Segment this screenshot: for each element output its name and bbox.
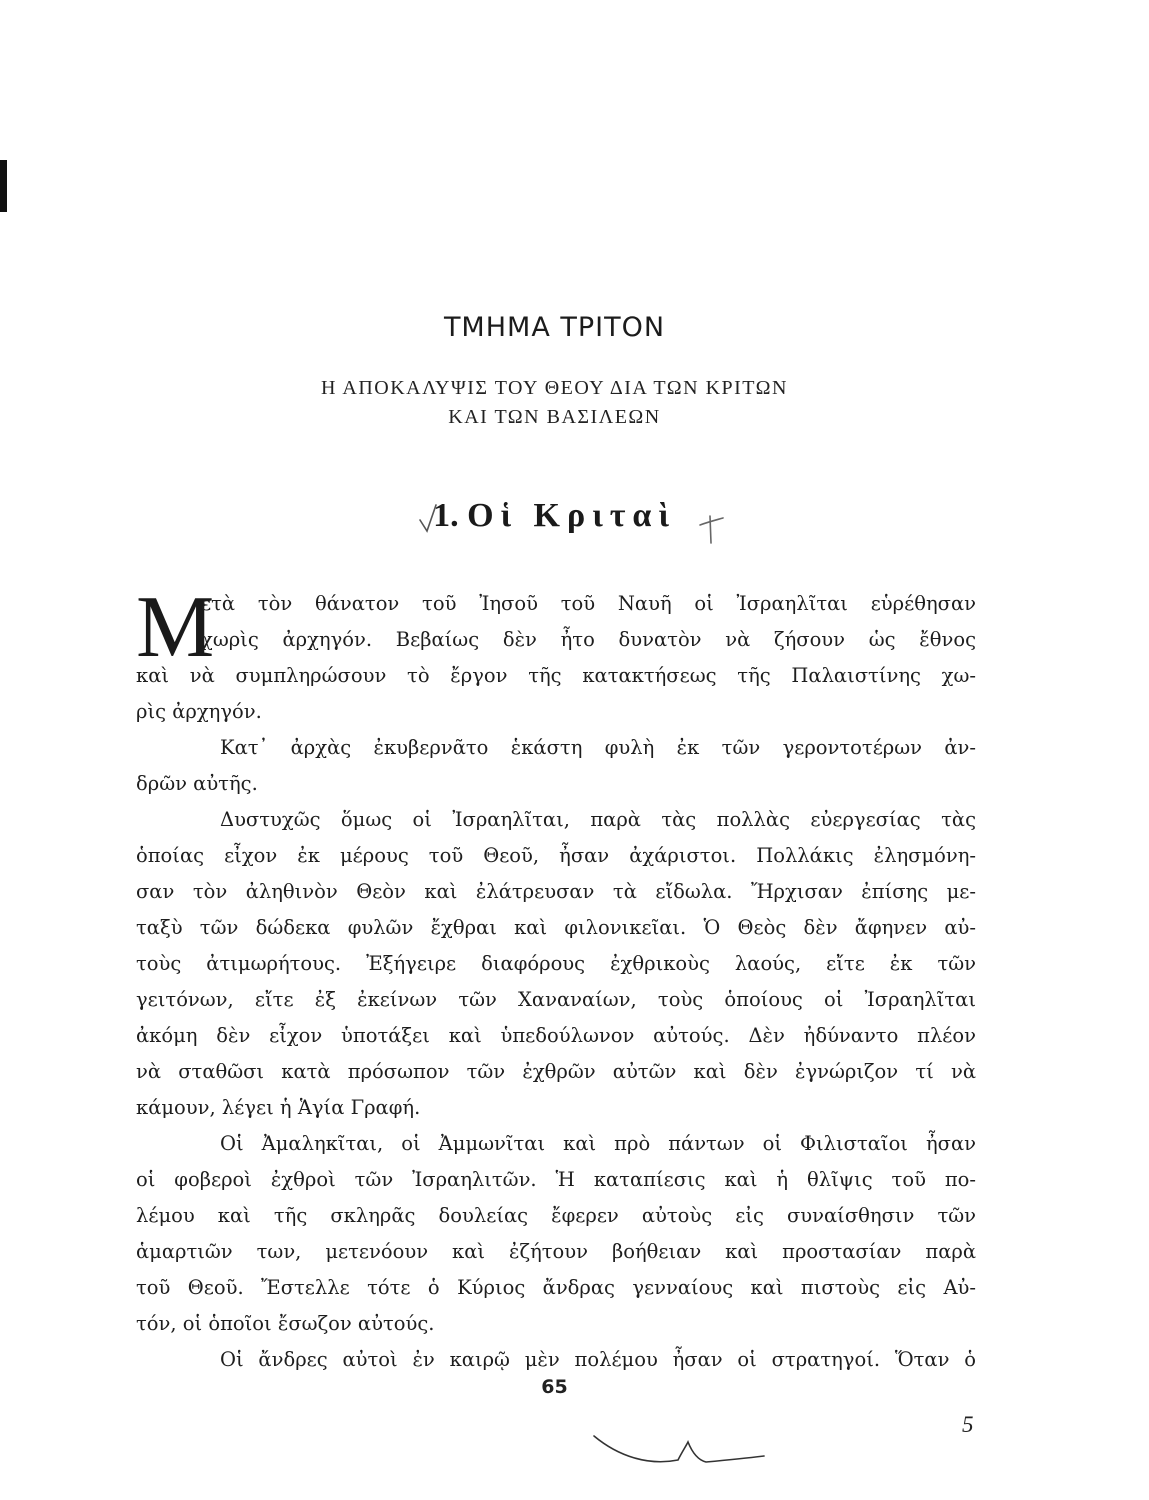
section-title: ΤΜΗΜΑ ΤΡΙΤΟΝ — [443, 312, 666, 343]
text-line: ρὶς ἀρχηγόν. — [136, 700, 262, 723]
page-number: 65 — [541, 1376, 568, 1398]
cross-mark-icon — [696, 510, 726, 546]
chapter-heading — [0, 497, 1109, 535]
text-line: κάμουν, λέγει ἡ Ἁγία Γραφή. — [136, 1096, 421, 1119]
body-text — [136, 579, 976, 1378]
subtitle-line-1: Η ΑΠΟΚΑΛΥΨΙΣ ΤΟΥ ΘΕΟΥ ΔΙΑ ΤΩΝ ΚΡΙΤΩΝ — [321, 377, 788, 399]
text-line: ὁποίας εἶχον ἐκ μέρους τοῦ Θεοῦ, ἦσαν ἀχάριστοι. Πολλάκις ἐλησμόνη- — [136, 844, 976, 867]
text-line: τόν, οἱ ὁποῖοι ἔσωζον αὐτούς. — [136, 1312, 435, 1335]
pen-stroke-mark — [588, 1430, 768, 1474]
text-line: Οἱ Ἀμαληκῖται, οἱ Ἀμμωνῖται καὶ πρὸ πάντων οἱ Φιλισταῖοι ἦσαν — [220, 1132, 976, 1155]
text-line: τοῦ Θεοῦ. Ἔστελλε τότε ὁ Κύριος ἄνδρας γενναίους καὶ πιστοὺς εἰς Αὐ- — [136, 1276, 976, 1299]
text-line: Κατ᾽ ἀρχὰς ἐκυβερνᾶτο ἑκάστη φυλὴ ἐκ τῶν γεροντοτέρων ἀν- — [220, 736, 976, 759]
chapter-title: Οἱ Κριταὶ — [467, 497, 676, 534]
text-line: οἱ φοβεροὶ ἐχθροὶ τῶν Ἰσραηλιτῶν. Ἡ καταπίεσις καὶ ἡ θλῖψις τοῦ πο- — [136, 1168, 976, 1191]
text-line: χωρὶς ἀρχηγόν. Βεβαίως δὲν ἦτο δυνατὸν νὰ ζήσουν ὡς ἔθνος — [201, 628, 976, 651]
text-line: Δυστυχῶς ὅμως οἱ Ἰσραηλῖται, παρὰ τὰς πολλὰς εὐεργεσίας τὰς — [220, 808, 976, 831]
text-line: δρῶν αὐτῆς. — [136, 772, 258, 795]
text-line: ταξὺ τῶν δώδεκα φυλῶν ἔχθραι καὶ φιλονικεῖαι. Ὁ Θεὸς δὲν ἄφηνεν αὐ- — [136, 916, 976, 939]
text-line: ἁμαρτιῶν των, μετενόουν καὶ ἐζήτουν βοήθειαν καὶ προστασίαν παρὰ — [136, 1240, 976, 1263]
subtitle-line-2: ΚΑΙ ΤΩΝ ΒΑΣΙΛΕΩΝ — [448, 406, 661, 428]
chapter-number: 1. — [433, 497, 459, 534]
text-line: λέμου καὶ τῆς σκληρᾶς δουλείας ἔφερεν αὐτοὺς εἰς συναίσθησιν τῶν — [136, 1204, 976, 1227]
text-line: καὶ νὰ συμπληρώσουν τὸ ἔργον τῆς κατακτήσεως τῆς Παλαιστίνης χω- — [136, 664, 976, 687]
signature-number: 5 — [962, 1412, 974, 1437]
drop-cap: Μ — [136, 579, 215, 676]
text-line: ἀκόμη δὲν εἶχον ὑποτάξει καὶ ὑπεδούλωνον αὐτούς. Δὲν ἠδύναντο πλέον — [136, 1024, 976, 1047]
text-line: νὰ σταθῶσι κατὰ πρόσωπον τῶν ἐχθρῶν αὐτῶν καὶ δὲν ἐγνώριζον τί νὰ — [136, 1060, 976, 1083]
text-line: γειτόνων, εἴτε ἐξ ἐκείνων τῶν Χαναναίων, τοὺς ὁποίους οἱ Ἰσραηλῖται — [136, 988, 976, 1011]
scan-edge-mark — [0, 160, 7, 212]
text-line: σαν τὸν ἀληθινὸν Θεὸν καὶ ἐλάτρευσαν τὰ εἴδωλα. Ἤρχισαν ἐπίσης με- — [136, 880, 976, 903]
text-line: τοὺς ἀτιμωρήτους. Ἐξήγειρε διαφόρους ἐχθρικοὺς λαούς, εἴτε ἐκ τῶν — [136, 952, 976, 975]
text-line: ετὰ τὸν θάνατον τοῦ Ἰησοῦ τοῦ Ναυῆ οἱ Ἰσραηλῖται εὑρέθησαν — [201, 592, 976, 615]
text-line: Οἱ ἄνδρες αὐτοὶ ἐν καιρῷ μὲν πολέμου ἦσαν οἱ στρατηγοί. Ὅταν ὁ — [220, 1348, 976, 1371]
